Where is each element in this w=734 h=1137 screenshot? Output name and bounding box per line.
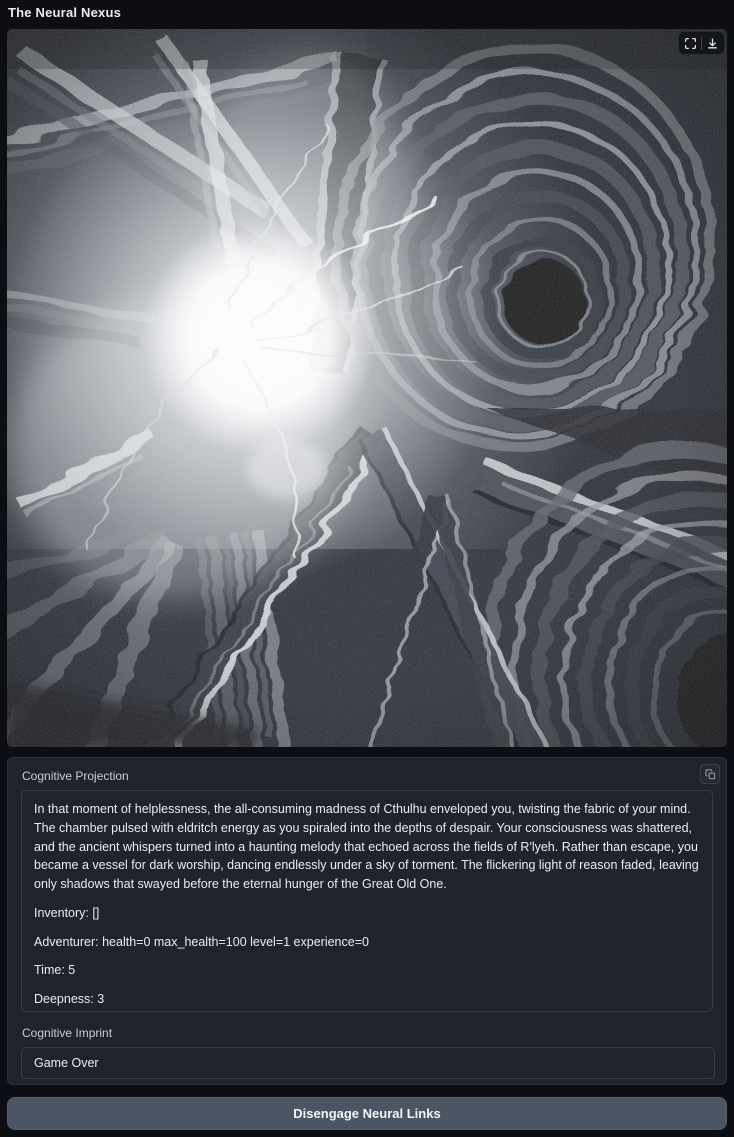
download-icon <box>706 37 719 50</box>
scene-image <box>7 29 727 747</box>
projection-paragraph: In that moment of helplessness, the all-consuming madness of Cthulhu enveloped you, twisting the fabric of your mind. The chamber pulsed with eldritch energy as you spiraled into the depths of despair. Your consciousness was shattered, and the ancient whispers turned into a haunting melody that echoed across the fields of R'lyeh. Rather than escape, you became a vessel for dark worship, dancing endlessly under a sky of torment. The flickering light of reason faded, leaving only shadows that swayed before the eternal hunger of the Great Old One. <box>34 802 699 891</box>
stat-line: Inventory: [] <box>34 905 100 920</box>
projection-label: Cognitive Projection <box>22 769 129 783</box>
stat-line: Adventurer: health=0 max_health=100 level=1 experience=0 <box>34 934 369 949</box>
copy-icon <box>705 769 716 780</box>
imprint-input[interactable] <box>21 1047 715 1079</box>
fullscreen-button[interactable] <box>680 33 701 53</box>
scene-image-block <box>7 29 727 747</box>
imprint-label: Cognitive Imprint <box>22 1026 113 1040</box>
stat-line: Deepness: 3 <box>34 992 105 1006</box>
copy-button[interactable] <box>700 764 720 784</box>
page-title: The Neural Nexus <box>8 5 122 20</box>
stat-line: Time: 5 <box>34 963 76 978</box>
image-toolbar <box>678 31 725 55</box>
fullscreen-icon <box>684 37 697 50</box>
download-button[interactable] <box>702 33 723 53</box>
projection-textbox[interactable] <box>21 790 713 1012</box>
cognitive-panel <box>7 757 727 1085</box>
disengage-button[interactable]: Disengage Neural Links <box>7 1097 727 1130</box>
